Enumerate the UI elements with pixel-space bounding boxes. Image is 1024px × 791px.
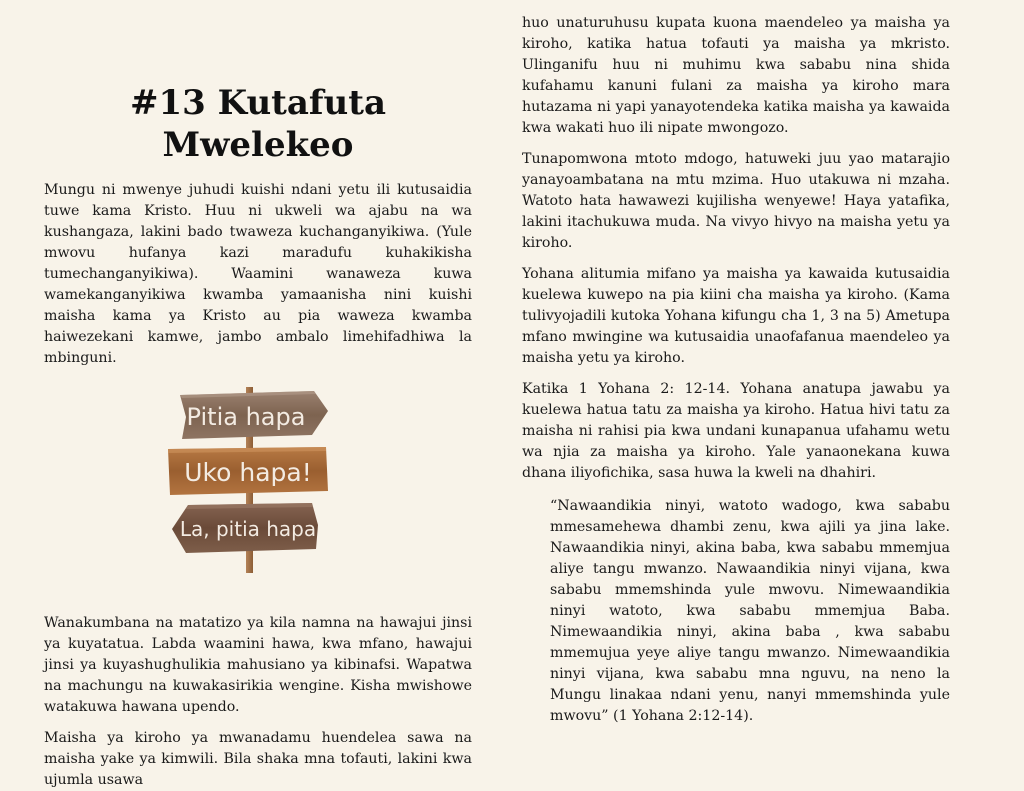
paragraph-spiritual-life: Maisha ya kiroho ya mwanadamu huendelea sawa na maisha yake ya kimwili. Bila shaka mna tofauti, lakini kwa ujumla usawa — [44, 730, 472, 788]
sign-pitia-hapa — [180, 391, 328, 439]
paragraph-parallel: huo unaturuhusu kupata kuona maendeleo ya maisha ya kiroho, katika hatua tofauti ya maisha ya mkristo. Ulinganifu huu ni muhimu kwa sababu nina shida kufahamu kanuni fulani za maisha ya kiroho mara hutazama ni yapi yanayotendeka katika maisha ya kawaida kwa wakati huo ili nipate mwongozo. — [522, 15, 950, 136]
sign-uko-hapa-label: Uko hapa! — [184, 458, 312, 487]
signpost-image — [166, 387, 332, 573]
chapter-title-line-1: #13 Kutafuta — [130, 83, 386, 123]
sign-uko-hapa — [168, 447, 328, 495]
paragraph-child: Tunapomwona mtoto mdogo, hatuweki juu yao matarajio yanayoambatana na mtu mzima. Huo utakuwa ni mzaha. Watoto hata hawawezi kujilisha wenyewe! Haya yatafika, lakini itachukuwa muda. Na vivyo hivyo na maisha yetu ya kiroho. — [522, 151, 950, 251]
signpost-illustration — [44, 387, 472, 583]
sign-la-pitia-hapa-label: La, pitia hapa — [179, 517, 317, 541]
paragraph-problems: Wanakumbana na matatizo ya kila namna na hawajui jinsi ya kuyatatua. Labda waamini hawa, kwa mfano, hawajui jinsi ya kuyashughulikia mahusiano ya kibinafsi. Wapatwa na machungu na kuwakasirikia wengine. Kisha mwishowe watakuwa hawana upendo. — [44, 615, 472, 715]
paragraph-john-examples: Yohana alitumia mifano ya maisha ya kawaida kutusaidia kuelewa kuwepo na pia kiini cha maisha ya kiroho. (Kama tulivyojadili kutoka Yohana kifungu cha 1, 3 na 5) Ametupa mfano mwingine wa kutusaidia unaofafanua maendeleo ya maisha yetu ya kiroho. — [522, 266, 950, 366]
paragraph-three-stages: Katika 1 Yohana 2: 12-14. Yohana anatupa jawabu ya kuelewa hatua tatu za maisha ya kiroho. Hatua hivi tatu za maisha ni rahisi pia kwa undani kunapanua ufahamu wetu wa njia za maisha ya kiroho. Yale yanaonekana kuwa dhana iliyofichika, sasa huwa la kweli na dhahiri. — [522, 381, 950, 481]
left-column — [44, 0, 472, 788]
sign-la-pitia-hapa — [172, 503, 318, 553]
scripture-quote: “Nawaandikia ninyi, watoto wadogo, kwa sababu mmesamehewa dhambi zenu, kwa ajili ya jina lake. Nawaandikia ninyi, akina baba, kwa sababu mmemjua aliye tangu mwanzo. Nawaandikia ninyi vijana, kwa sababu mmemshinda yule mwovu. Nimewaandikia ninyi watoto, kwa sababu mmemjua Baba. Nimewaandikia ninyi, akina baba , kwa sababu mmemujua yeye aliye tangu mwanzo. Nimewaandikia ninyi vijana, kwa sababu mna nguvu, na neno la Mungu linakaa ndani yenu, nanyi mmemshinda yule mwovu” (1 Yohana 2:12-14). — [550, 498, 950, 724]
sign-pitia-hapa-label: Pitia hapa — [186, 403, 306, 431]
chapter-title — [44, 82, 472, 166]
paragraph-intro: Mungu ni mwenye juhudi kuishi ndani yetu ili kutusaidia tuwe kama Kristo. Huu ni ukweli wa ajabu na wa kushangaza, lakini bado twaweza kuchanganyikiwa. (Yule mwovu hufanya kazi maradufu kuhakikisha tumechanganyikiwa). Waamini wanaweza kuwa wamekanganyikiwa kwamba yamaanisha nini kuishi maisha kama ya Kristo au pia waweza kwamba haiwezekani kamwe, jambo ambalo limehifadhiwa la mbinguni. — [44, 182, 472, 366]
chapter-title-line-2: Mwelekeo — [162, 125, 354, 165]
right-column — [522, 0, 950, 748]
